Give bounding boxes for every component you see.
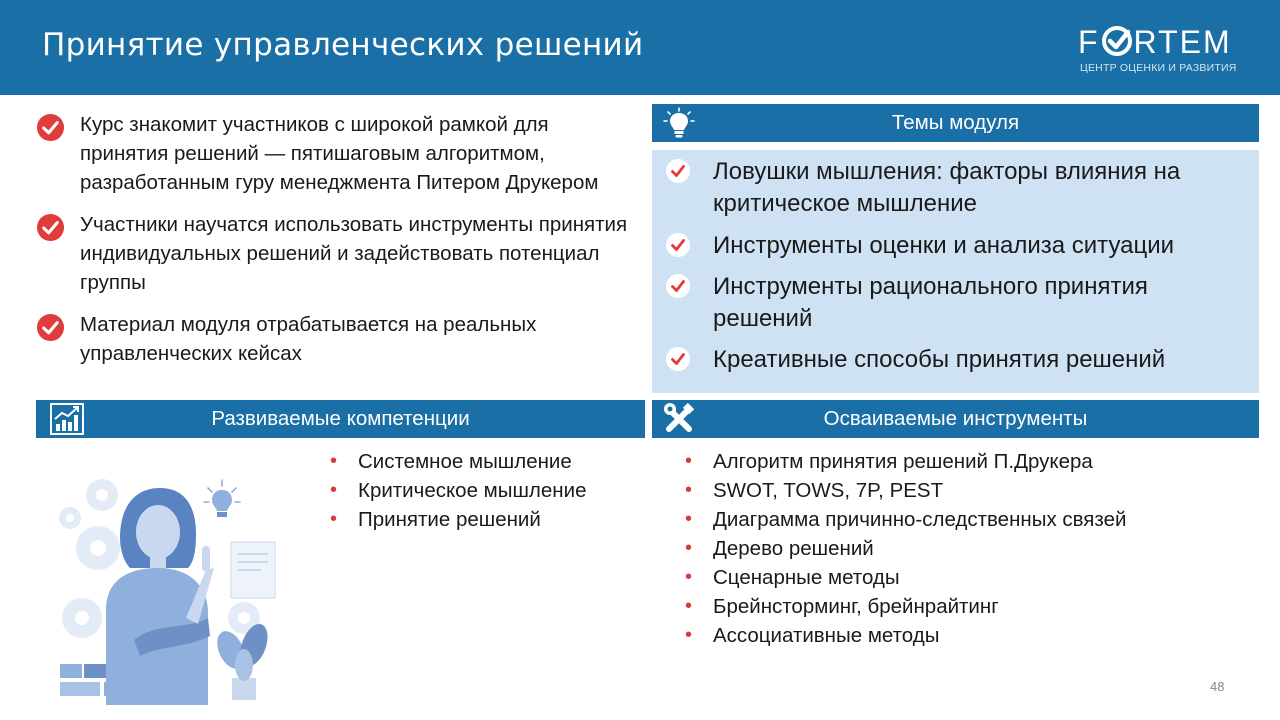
intro-bullet-text: Курс знакомит участников с широкой рамкой для принятия решений — пятишаговым алгоритмом, разработанным гуру менеджмента Питером Друкером: [80, 113, 599, 194]
check-badge-icon: [36, 213, 65, 242]
competencies-heading-bar: [36, 400, 645, 438]
check-badge-icon: [665, 158, 691, 184]
lightbulb-icon: [204, 480, 240, 517]
page-title: Принятие управленческих решений: [42, 27, 644, 63]
list-item: • Системное мышление: [328, 447, 586, 476]
logo-check-circle-icon: [1101, 25, 1133, 57]
bullet-dot: •: [685, 595, 693, 617]
intro-bullet: [36, 310, 636, 368]
list-item: • Дерево решений: [683, 534, 1126, 563]
fortem-logo: [1078, 24, 1250, 76]
bullet-dot: •: [330, 479, 338, 501]
list-item: • Диаграмма причинно-следственных связей: [683, 505, 1126, 534]
bullet-dot: •: [685, 508, 693, 530]
list-item: • Критическое мышление: [328, 476, 586, 505]
bullet-dot: •: [685, 479, 693, 501]
tools-list: [683, 447, 1126, 650]
page-number: 48: [1210, 679, 1225, 694]
intro-bullet: [36, 210, 636, 297]
tools-heading: Осваиваемые инструменты: [823, 407, 1088, 430]
intro-bullets: [36, 110, 636, 381]
check-badge-icon: [665, 273, 691, 299]
thinking-woman-illustration: [36, 450, 296, 705]
list-item: • Принятие решений: [328, 505, 586, 534]
check-badge-icon: [665, 232, 691, 258]
bullet-dot: •: [330, 508, 338, 530]
list-item: • Сценарные методы: [683, 563, 1126, 592]
competencies-heading: Развиваемые компетенции: [211, 407, 470, 430]
list-item: • Алгоритм принятия решений П.Друкера: [683, 447, 1126, 476]
intro-bullet-text: Участники научатся использовать инструменты принятия индивидуальных решений и задействовать потенциал группы: [80, 213, 628, 294]
list-item: • SWOT, TOWS, 7P, PEST: [683, 476, 1126, 505]
wrench-screwdriver-icon: [662, 403, 696, 435]
themes-heading-bar: [652, 104, 1259, 142]
bullet-dot: •: [330, 450, 338, 472]
theme-item: Ловушки мышления: факторы влияния на критическое мышление: [713, 156, 1253, 220]
woman-figure: [106, 488, 214, 705]
check-badge-icon: [665, 346, 691, 372]
list-item: • Ассоциативные методы: [683, 621, 1126, 650]
bullet-dot: •: [685, 566, 693, 588]
theme-item: Инструменты рационального принятия решений: [713, 271, 1253, 335]
lightbulb-icon: [662, 107, 696, 139]
logo-tagline: ЦЕНТР ОЦЕНКИ И РАЗВИТИЯ: [1080, 62, 1237, 74]
bullet-dot: •: [685, 537, 693, 559]
intro-bullet-text: Материал модуля отрабатывается на реальных управленческих кейсах: [80, 313, 537, 365]
document-icon: [231, 542, 275, 598]
growth-chart-icon: [50, 403, 84, 435]
intro-bullet: [36, 110, 636, 197]
logo-wordmark: F RTEM: [1078, 24, 1232, 60]
check-badge-icon: [36, 313, 65, 342]
tools-heading-bar: [652, 400, 1259, 438]
bullet-dot: •: [685, 450, 693, 472]
bullet-dot: •: [685, 624, 693, 646]
theme-item: Инструменты оценки и анализа ситуации: [713, 230, 1253, 262]
themes-panel: [652, 150, 1259, 393]
themes-heading: Темы модуля: [891, 111, 1020, 134]
list-item: • Брейнсторминг, брейнрайтинг: [683, 592, 1126, 621]
theme-item: Креативные способы принятия решений: [713, 344, 1253, 376]
header-bar: [0, 0, 1280, 95]
competencies-list: [328, 447, 586, 534]
check-badge-icon: [36, 113, 65, 142]
